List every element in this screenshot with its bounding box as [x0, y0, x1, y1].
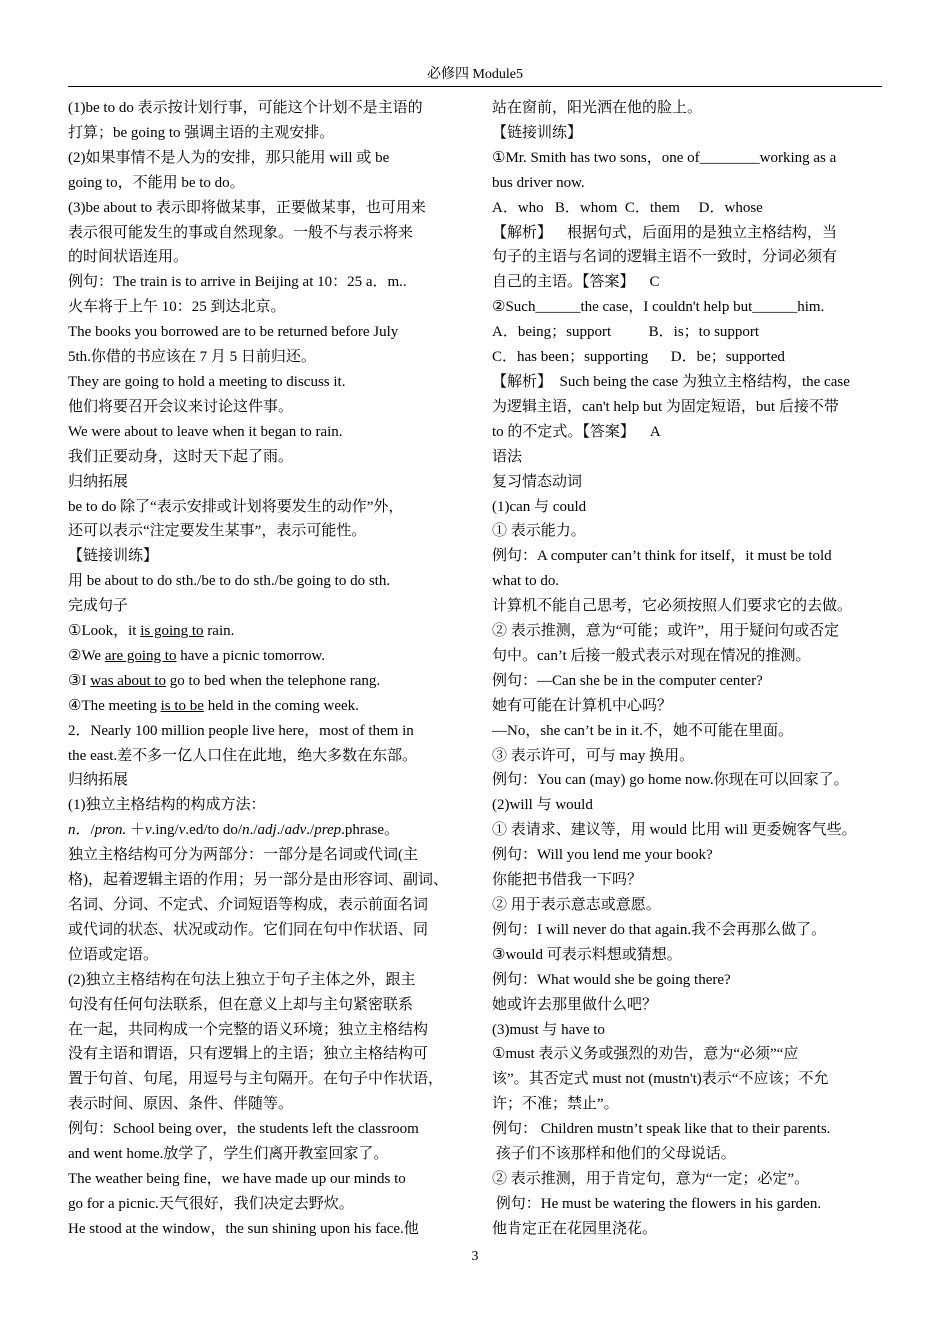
text-line: ② 用于表示意志或意愿。 [492, 897, 661, 913]
text-line: going to，不能用 be to do。 [68, 174, 245, 191]
text-line: 完成句子 [68, 598, 129, 615]
text-line: 【解析】 根据句式，后面用的是独立主格结构，当 [492, 224, 838, 241]
text-line: (1)独立主格结构的构成方法： [68, 797, 266, 814]
text-line: ①must 表示义务或强烈的劝告，意为“必须”“应 [492, 1046, 799, 1063]
text-line: 她有可能在计算机中心吗？ [492, 697, 673, 714]
text-line: C．has been；supporting D．be；supported [492, 349, 785, 366]
text-line: 自己的主语。【答案】 C [492, 274, 660, 291]
text-line: what to do. [492, 573, 560, 590]
exercise-prompt: ①Look，it [68, 623, 141, 640]
text-line: 或代词的状态、状况或动作。它们同在句中作状语、同 [68, 921, 429, 938]
exercise-item [68, 644, 460, 669]
exercise-prompt: ②We [68, 647, 105, 664]
exercise-item [68, 619, 460, 644]
text-line: A．being；support B．is；to support [492, 324, 760, 341]
exercise-prompt: ③I [68, 672, 91, 689]
text-line: 在一起，共同构成一个完整的语义环境；独立主格结构 [68, 1021, 429, 1038]
text-line: 例句： Children mustn’t speak like that to their parents. [492, 1121, 831, 1138]
text-line: ③ 表示许可，可与 may 换用。 [492, 747, 695, 764]
text-line: 例句：Will you lend me your book? [492, 847, 713, 864]
text-line: 例句：I will never do that again.我不会再那么做了。 [492, 921, 827, 938]
exercise-rest: held in the coming week. [203, 697, 359, 714]
text-line: 他们将要召开会议来讨论这件事。 [68, 398, 294, 415]
text-line: ①Mr. Smith has two sons，one of________working as a [492, 149, 837, 166]
section-heading: 语法 [492, 448, 523, 465]
text-line: 5th.你借的书应该在 7 月 5 日前归还。 [68, 349, 316, 366]
text-line: 许；不准；禁止”。 [492, 1096, 619, 1113]
text-line: They are going to hold a meeting to discuss it. [68, 373, 346, 390]
text-line: 2．Nearly 100 million people live here，most of them in [68, 722, 414, 739]
text-line: 站在窗前，阳光洒在他的脸上。 [492, 100, 703, 116]
text-line: 没有主语和谓语，只有逻辑上的主语；独立主格结构可 [68, 1046, 429, 1063]
text-line: 例句：School being over，the students left the classroom [68, 1121, 419, 1138]
text-line: 你能把书借我一下吗？ [492, 872, 643, 889]
exercise-answer: was about to [90, 672, 167, 689]
text-line: (3)must 与 have to [492, 1021, 605, 1038]
exercise-rest: rain. [203, 623, 235, 640]
text-line: 独立主格结构可分为两部分：一部分是名词或代词(主 [68, 847, 418, 864]
exercise-prompt: ④The meeting [68, 697, 161, 714]
text-line: 该”。其否定式 must not (mustn't)表示“不应该；不允 [492, 1071, 829, 1088]
text-line: 表示很可能发生的事或自然现象。一般不与表示将来 [68, 224, 414, 241]
text-line: (3)be about to 表示即将做某事，正要做某事，也可用来 [68, 199, 426, 216]
text-line: 句没有任何句法联系，但在意义上却与主句紧密联系 [68, 996, 414, 1013]
text-line: (2)will 与 would [492, 797, 593, 814]
exercise-answer: is going to [140, 623, 204, 640]
text-line: ② 表示推测，用于肯定句，意为“一定；必定”。 [492, 1170, 810, 1187]
text-line: (2)独立主格结构在句法上独立于句子主体之外，跟主 [68, 971, 416, 988]
text-line: 例句：He must be watering the flowers in his garden. [492, 1195, 822, 1212]
header-rule [68, 86, 882, 87]
text-line: 我们正要动身，这时天下起了雨。 [68, 448, 294, 465]
text-line: (2)如果事情不是人为的安排，那只能用 will 或 be [68, 149, 390, 166]
text-line: 用 be about to do sth./be to do sth./be going to do sth. [68, 573, 391, 590]
text-line: The books you borrowed are to be returned before July [68, 324, 399, 341]
text-line: 位语或定语。 [68, 946, 159, 963]
section-heading: 复习情态动词 [492, 473, 583, 490]
text-line: A．who B．whom C．them D．whose [492, 199, 763, 216]
text-line: ① 表请求、建议等，用 would 比用 will 更委婉客气些。 [492, 822, 857, 839]
text-line: The weather being fine，we have made up our minds to [68, 1170, 406, 1187]
text-line: 格)，起着逻辑主语的作用；另一部分是由形容词、副词、 [68, 872, 448, 889]
text-line: 例句：A computer can’t think for itself，it must be told [492, 548, 832, 565]
text-line: 孩子们不该那样和他们的父母说话。 [492, 1146, 736, 1163]
text-line: We were about to leave when it began to rain. [68, 423, 343, 440]
section-heading: 【链接训练】 [492, 124, 583, 141]
text-line: He stood at the window，the sun shining upon his face.他 [68, 1220, 419, 1237]
text-line: 表示时间、原因、条件、伴随等。 [68, 1096, 294, 1113]
left-column [68, 96, 460, 1242]
page-number: 3 [471, 1249, 479, 1264]
exercise-rest: have a picnic tomorrow. [176, 647, 326, 664]
page-header: 必修四 Module5 [426, 67, 524, 82]
section-heading: 【链接训练】 [68, 548, 159, 565]
text-line: ③would 可表示料想或猜想。 [492, 946, 682, 963]
section-heading: 归纳拓展 [68, 473, 129, 490]
text-line: (1)can 与 could [492, 498, 587, 515]
text-line: go for a picnic.天气很好，我们决定去野炊。 [68, 1195, 354, 1212]
text-line: 打算；be going to 强调主语的主观安排。 [68, 124, 335, 141]
text-line: and went home.放学了，学生们离开教室回家了。 [68, 1146, 389, 1163]
exercise-item [68, 694, 460, 719]
text-line: 例句：The train is to arrive in Beijing at 10：25 a．m.. [68, 274, 407, 291]
right-column [492, 96, 884, 1242]
text-line: 例句：You can (may) go home now.你现在可以回家了。 [492, 772, 849, 789]
text-line: be to do 除了“表示安排或计划将要发生的动作”外， [68, 498, 404, 515]
text-line: 计算机不能自己思考，它必须按照人们要求它的去做。 [492, 598, 853, 615]
text-line: 还可以表示“注定要发生某事”，表示可能性。 [68, 523, 367, 540]
text-line: 【解析】 Such being the case 为独立主格结构，the case [492, 373, 850, 390]
text-line: 火车将于上午 10：25 到达北京。 [68, 299, 286, 316]
text-line: 的时间状语连用。 [68, 249, 189, 266]
text-line: to 的不定式。【答案】 A [492, 423, 661, 440]
text-line: 例句：What would she be going there? [492, 971, 731, 988]
text-line: ② 表示推测，意为“可能；或许”，用于疑问句或否定 [492, 623, 840, 640]
text-line: ②Such______the case，I couldn't help but______him. [492, 299, 825, 316]
text-line: 名词、分词、不定式、介词短语等构成，表示前面名词 [68, 897, 429, 913]
formula-line: n．/pron. ＋v.ing/v.ed/to do/n./adj./adv./prep.phrase。 [68, 822, 400, 839]
text-line: 为逻辑主语，can't help but 为固定短语，but 后接不带 [492, 398, 839, 415]
text-line: 例句：—Can she be in the computer center? [492, 672, 763, 689]
exercise-rest: go to bed when the telephone rang. [166, 672, 381, 689]
section-heading: 归纳拓展 [68, 772, 129, 789]
text-line: bus driver now. [492, 174, 585, 191]
exercise-answer: are going to [104, 647, 177, 664]
exercise-answer: is to be [160, 697, 204, 714]
text-line: (1)be to do 表示按计划行事，可能这个计划不是主语的 [68, 100, 423, 116]
text-line: 句中。can’t 后接一般式表示对现在情况的推测。 [492, 647, 811, 664]
text-line: ① 表示能力。 [492, 523, 586, 540]
text-line: 他肯定正在花园里浇花。 [492, 1220, 658, 1237]
text-line: 句子的主语与名词的逻辑主语不一致时，分词必须有 [492, 249, 838, 266]
text-line: 她或许去那里做什么吧？ [492, 996, 658, 1013]
text-line: —No，she can’t be in it.不，她不可能在里面。 [492, 722, 793, 739]
text-line: 置于句首、句尾，用逗号与主句隔开。在句子中作状语， [68, 1071, 444, 1088]
text-line: the east.差不多一亿人口住在此地，绝大多数在东部。 [68, 747, 418, 764]
exercise-item [68, 669, 460, 694]
